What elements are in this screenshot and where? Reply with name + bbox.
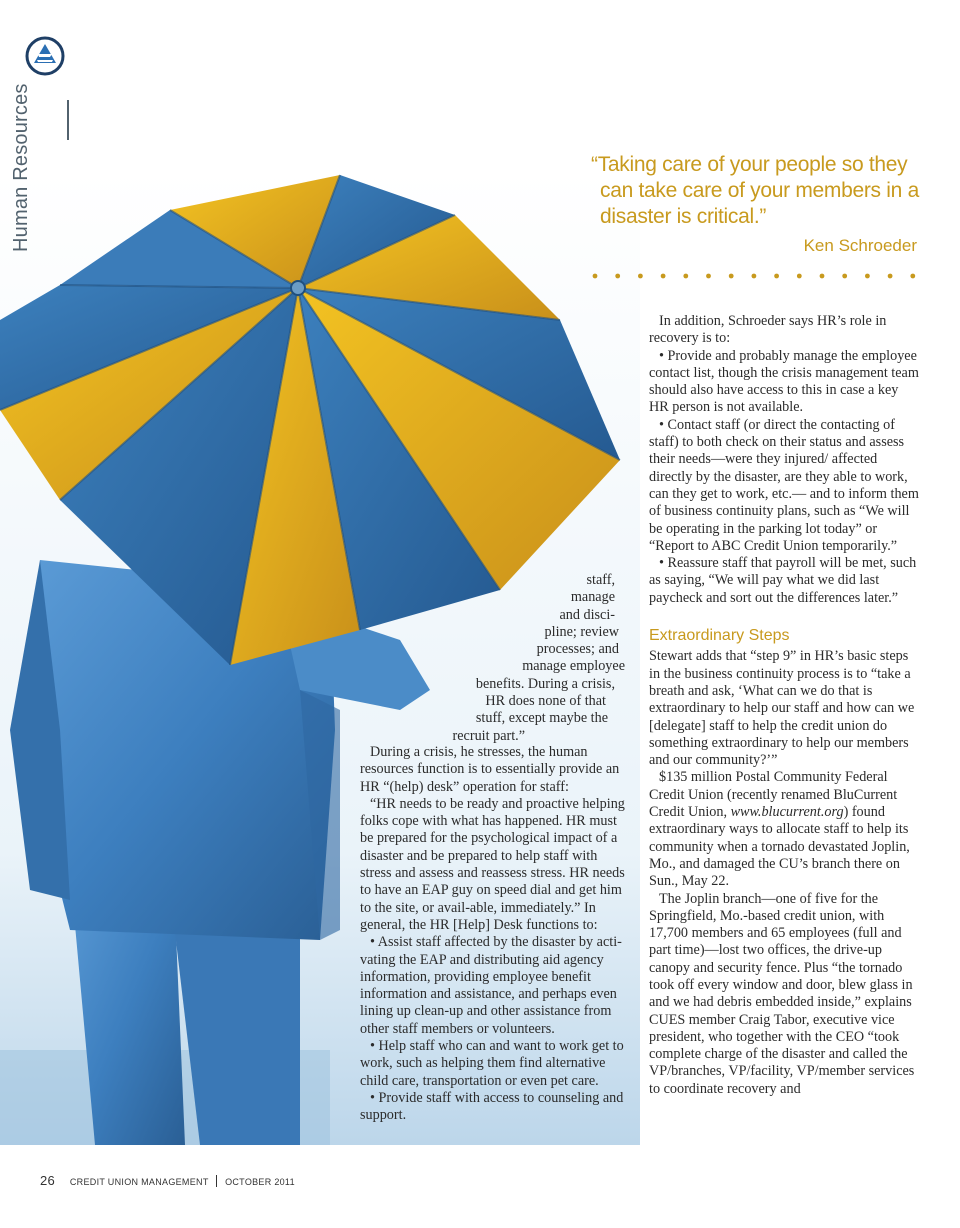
website-link[interactable]: www.blucurrent.org bbox=[730, 804, 844, 821]
wrap-line: stuff, except maybe the bbox=[475, 710, 608, 727]
bullet-item: • Reassure staff that payroll will be met, such as saying, “We will pay what we did last paycheck and sort out the differences later.” bbox=[649, 555, 917, 606]
publication-name: CREDIT UNION MANAGEMENT bbox=[69, 1177, 209, 1187]
pull-quote-text: “Taking care of your people so they can take care of your members in a disaster is critical.” bbox=[591, 153, 919, 228]
section-divider bbox=[67, 100, 69, 140]
wrap-line: and disci- bbox=[559, 606, 615, 623]
wrap-line: manage bbox=[570, 589, 615, 606]
footer-divider bbox=[216, 1175, 217, 1187]
section-subhead: Extraordinary Steps bbox=[649, 627, 790, 645]
body-paragraph bbox=[649, 769, 919, 890]
section-label: Human Resources bbox=[10, 83, 32, 252]
page-number: 26 bbox=[40, 1173, 56, 1188]
pull-quote bbox=[590, 152, 920, 256]
wrap-line: benefits. During a crisis, bbox=[475, 675, 615, 692]
cues-logo-icon bbox=[25, 36, 65, 76]
text-run: ) found extraordinary ways to allocate staff to help its community when a tornado devastated Joplin, Mo., and damaged the CU’s branch there on Sun., May 22. bbox=[649, 804, 910, 890]
bullet-item: • Provide and probably manage the employee contact list, though the crisis management team should also have access to this in case a key HR person is not available. bbox=[649, 347, 919, 416]
bullet-item: • Provide staff with access to counseling and support. bbox=[360, 1089, 624, 1124]
text-run: $135 million Postal Community Federal Credit Union (recently renamed BluCurrent Credit Union, bbox=[649, 769, 898, 821]
body-paragraph: The Joplin branch—one of five for the Springfield, Mo.-based credit union, with 17,700 members and 65 employees (full and part time)—lost two offices, the drive-up canopy and security fence. Plus “the tornado took off every window and door, blew glass in and we had debris embedded inside,” explains CUES member Craig Tabor, executive vice president, who together with the CEO “took complete charge of the disaster and called the VP/branches, VP/facility, VP/member services to coordinate recovery and bbox=[649, 890, 915, 1097]
right-column bbox=[649, 313, 919, 1098]
dotted-divider bbox=[590, 268, 920, 278]
body-paragraph: During a crisis, he stresses, the human resources function is to essentially provide an HR “(help) desk” operation for staff: bbox=[360, 744, 620, 795]
wrap-line: recruit part.” bbox=[452, 727, 525, 744]
wrap-line: pline; review bbox=[544, 623, 619, 640]
left-column-wrap bbox=[360, 572, 625, 745]
wrap-line: manage employee bbox=[522, 658, 625, 675]
bullet-item: • Help staff who can and want to work get to work, such as helping them find alternative child care, transportation or even pet care. bbox=[360, 1038, 624, 1089]
page-footer bbox=[40, 1173, 295, 1188]
left-column bbox=[360, 744, 625, 1125]
issue-date: OCTOBER 2011 bbox=[225, 1177, 295, 1187]
bullet-item: • Contact staff (or direct the contacting of staff) to both check on their status and assess their needs—were they injured/ affected directly by the disaster, are they able to work, can they get to work, etc.— and to inform them of business continuity plans, such as “We will be operating in the parking lot today” or “Report to ABC Credit Union temporarily.” bbox=[649, 416, 919, 554]
body-paragraph: Stewart adds that “step 9” in HR’s basic steps in the business continuity process is to “take a breath and ask, ‘What can we do that is extraordinary to help our staff and how can we [delegate] staff to help the credit union do something extraordinary to help our members and our community?’” bbox=[649, 648, 915, 769]
pull-quote-attribution: Ken Schroeder bbox=[803, 236, 917, 255]
wrap-line: staff, bbox=[586, 572, 615, 588]
bullet-item: • Assist staff affected by the disaster by acti-vating the EAP and distributing aid agency information, providing employee benefit information and assistance, and perhaps even lining up clean-up and other assistance from other staff members or volunteers. bbox=[360, 934, 622, 1037]
body-paragraph: In addition, Schroeder says HR’s role in recovery is to: bbox=[649, 313, 887, 347]
wrap-line: processes; and bbox=[536, 641, 619, 658]
body-paragraph: “HR needs to be ready and proactive helping folks cope with what has happened. HR must be prepared for the psychological impact of a disaster and be prepared to help staff with stress and assess and reassess stress. HR needs to have an EAP guy on speed dial and get him to the site, or avail-able, immediately.” In general, the HR [Help] Desk functions to: bbox=[360, 795, 625, 933]
wrap-line: HR does none of that bbox=[485, 693, 606, 710]
